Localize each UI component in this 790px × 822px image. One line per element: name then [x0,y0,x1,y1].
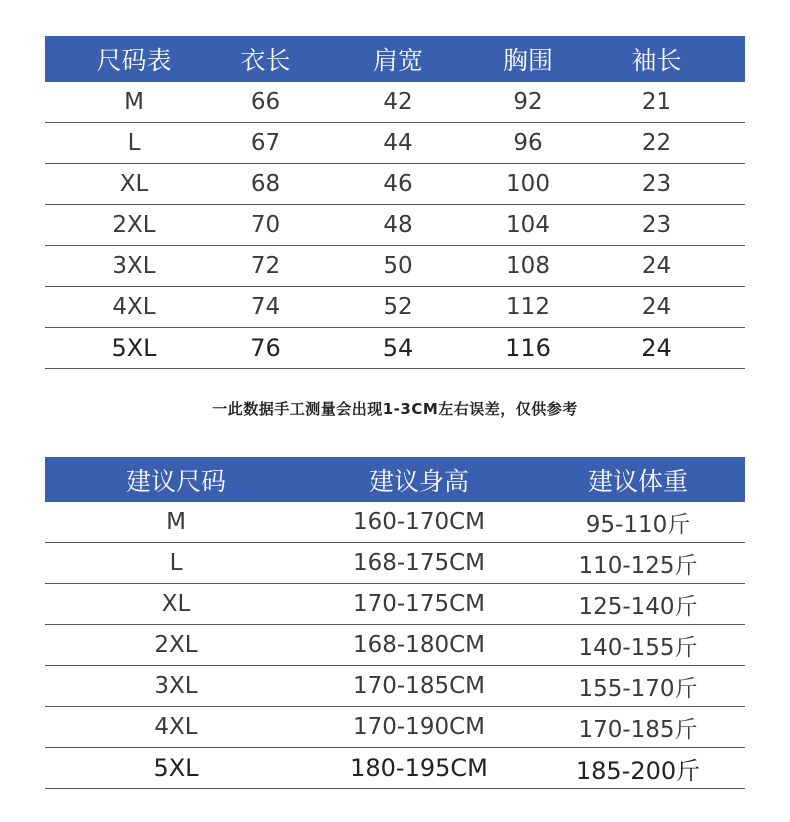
cell-size: M [166,509,186,535]
table-row [45,543,745,584]
header-size: 尺码表 [96,46,172,75]
header-recommended-weight: 建议体重 [587,466,688,496]
cell-height: 180-195CM [350,754,488,782]
table-row [45,666,745,707]
cell-length: 74 [250,294,281,320]
cell-weight: 95-110斤 [585,511,691,538]
header-recommended-size: 建议尺码 [125,466,226,496]
cell-size: L [169,550,183,576]
cell-shoulder: 42 [383,89,413,115]
cell-length: 66 [250,89,281,115]
cell-size: 2XL [154,632,198,658]
table-row [45,328,745,369]
cell-length: 72 [250,253,281,279]
table-row [45,246,745,287]
cell-length: 68 [250,171,281,197]
size-chart-table [45,36,745,369]
cell-size: XL [119,171,149,197]
cell-height: 170-190CM [352,714,485,740]
table-row [45,205,745,246]
recommendation-header [45,457,745,502]
cell-chest: 108 [506,253,550,279]
recommendation-table [45,457,745,789]
size-chart-header [45,36,745,82]
header-sleeve: 袖长 [631,46,682,75]
cell-size: XL [161,591,191,617]
header-length: 衣长 [240,46,291,75]
cell-shoulder: 54 [382,334,414,362]
cell-chest: 116 [505,334,551,362]
cell-height: 170-175CM [352,591,485,617]
cell-height: 168-175CM [352,550,485,576]
header-chest: 胸围 [502,46,553,75]
table-row [45,164,745,205]
cell-length: 67 [250,130,281,156]
cell-shoulder: 52 [383,294,413,320]
cell-length: 76 [250,334,281,362]
cell-size: M [124,89,144,115]
cell-size: 2XL [112,212,156,238]
cell-sleeve: 22 [641,130,672,156]
cell-size: 3XL [112,253,156,279]
cell-height: 168-180CM [352,632,485,658]
cell-sleeve: 24 [641,253,672,279]
cell-size: 3XL [154,673,198,699]
cell-chest: 96 [513,130,543,156]
cell-sleeve: 24 [641,294,672,320]
cell-shoulder: 48 [383,212,413,238]
cell-chest: 104 [506,212,550,238]
table-row [45,502,745,543]
cell-size: 4XL [154,714,198,740]
cell-weight: 140-155斤 [578,634,698,661]
table-row [45,707,745,748]
cell-weight: 125-140斤 [578,593,698,620]
table-row [45,123,745,164]
table-row [45,82,745,123]
cell-weight: 185-200斤 [575,756,701,785]
cell-size: 5XL [111,334,157,362]
cell-sleeve: 23 [641,171,672,197]
table-row [45,625,745,666]
measurement-note: 一此数据手工测量会出现1-3CM左右误差，仅供参考 [212,400,578,418]
cell-size: 4XL [112,294,156,320]
cell-shoulder: 44 [383,130,413,156]
cell-height: 160-170CM [352,509,485,535]
cell-height: 170-185CM [352,673,485,699]
cell-size: L [127,130,141,156]
cell-weight: 155-170斤 [578,675,698,702]
cell-length: 70 [250,212,281,238]
cell-shoulder: 50 [383,253,413,279]
cell-shoulder: 46 [383,171,413,197]
header-shoulder: 肩宽 [372,46,423,75]
cell-chest: 112 [506,294,550,320]
cell-chest: 92 [513,89,543,115]
cell-sleeve: 24 [641,334,672,362]
table-row [45,748,745,789]
cell-sleeve: 21 [641,89,672,115]
cell-sleeve: 23 [641,212,672,238]
cell-size: 5XL [153,754,199,782]
cell-chest: 100 [506,171,550,197]
cell-weight: 110-125斤 [578,552,698,579]
table-row [45,584,745,625]
header-recommended-height: 建议身高 [368,466,469,496]
cell-weight: 170-185斤 [578,716,698,743]
table-row [45,287,745,328]
